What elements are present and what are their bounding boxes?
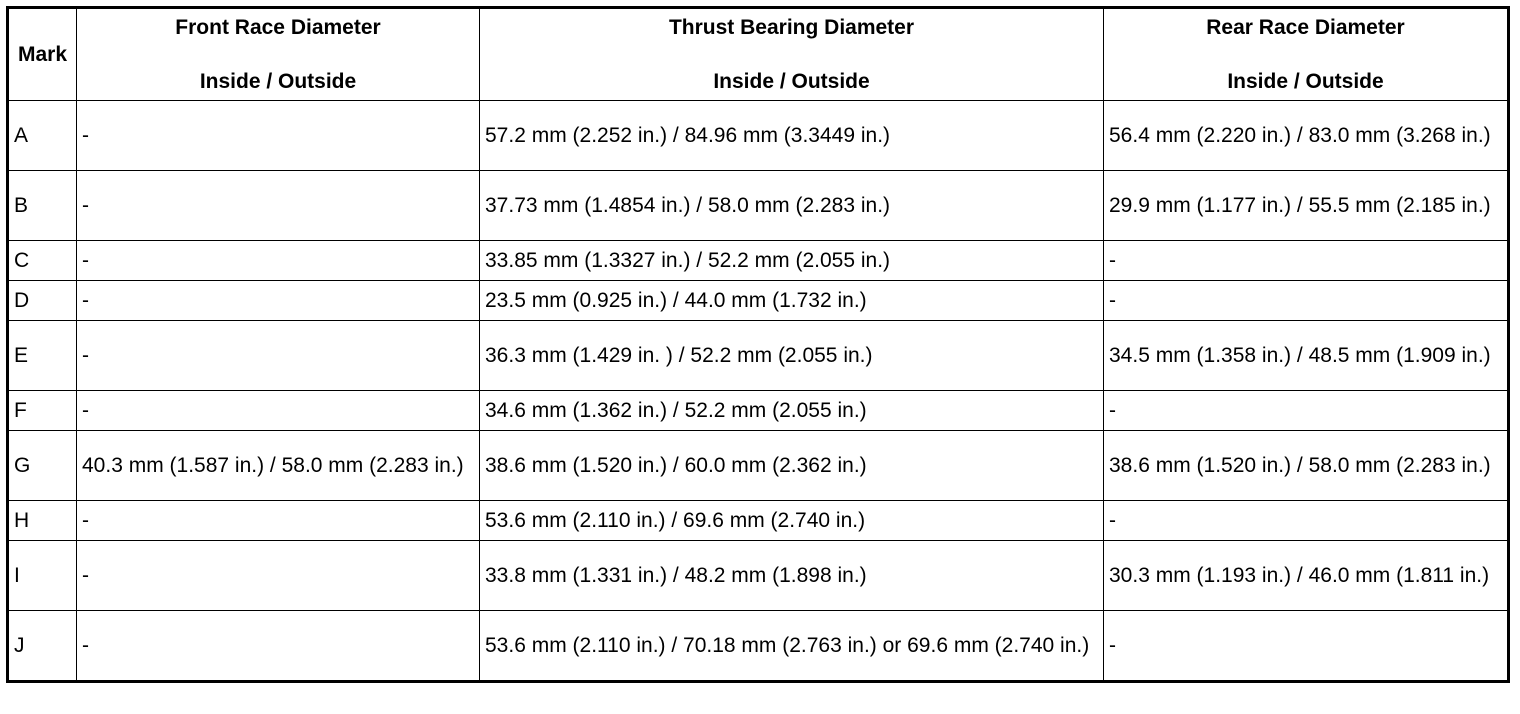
cell-thrust-bearing: 37.73 mm (1.4854 in.) / 58.0 mm (2.283 in.) bbox=[480, 171, 1104, 241]
header-thrust-bearing bbox=[480, 8, 1104, 101]
table-row bbox=[8, 611, 1509, 682]
header-front-race-title: Front Race Diameter bbox=[175, 15, 381, 39]
cell-rear-race: 34.5 mm (1.358 in.) / 48.5 mm (1.909 in.) bbox=[1104, 321, 1509, 391]
cell-mark: J bbox=[8, 611, 77, 682]
cell-mark: A bbox=[8, 101, 77, 171]
cell-front-race: - bbox=[77, 391, 480, 431]
cell-mark: H bbox=[8, 501, 77, 541]
header-rear-race bbox=[1104, 8, 1509, 101]
header-rear-race-subtitle: Inside / Outside bbox=[1227, 69, 1384, 93]
cell-mark: B bbox=[8, 171, 77, 241]
cell-mark: C bbox=[8, 241, 77, 281]
cell-rear-race: 56.4 mm (2.220 in.) / 83.0 mm (3.268 in.) bbox=[1104, 101, 1509, 171]
cell-thrust-bearing: 34.6 mm (1.362 in.) / 52.2 mm (2.055 in.) bbox=[480, 391, 1104, 431]
header-front-race-subtitle: Inside / Outside bbox=[199, 69, 357, 93]
cell-front-race: - bbox=[77, 101, 480, 171]
spec-table-container bbox=[6, 6, 1510, 683]
cell-mark: E bbox=[8, 321, 77, 391]
cell-front-race: - bbox=[77, 241, 480, 281]
cell-thrust-bearing: 38.6 mm (1.520 in.) / 60.0 mm (2.362 in.) bbox=[480, 431, 1104, 501]
cell-front-race: - bbox=[77, 321, 480, 391]
table-row bbox=[8, 281, 1509, 321]
cell-front-race: - bbox=[77, 501, 480, 541]
cell-front-race: - bbox=[77, 281, 480, 321]
table-row bbox=[8, 541, 1509, 611]
table-row bbox=[8, 101, 1509, 171]
table-row bbox=[8, 501, 1509, 541]
cell-front-race: - bbox=[77, 541, 480, 611]
table-header-row bbox=[8, 8, 1509, 101]
cell-thrust-bearing: 33.85 mm (1.3327 in.) / 52.2 mm (2.055 in.) bbox=[480, 241, 1104, 281]
cell-thrust-bearing: 53.6 mm (2.110 in.) / 70.18 mm (2.763 in.) or 69.6 mm (2.740 in.) bbox=[480, 611, 1104, 682]
cell-rear-race: - bbox=[1104, 501, 1509, 541]
cell-rear-race: 29.9 mm (1.177 in.) / 55.5 mm (2.185 in.) bbox=[1104, 171, 1509, 241]
cell-front-race: - bbox=[77, 171, 480, 241]
cell-mark: I bbox=[8, 541, 77, 611]
bearing-diameter-table bbox=[6, 6, 1510, 683]
table-row bbox=[8, 171, 1509, 241]
cell-mark: G bbox=[8, 431, 77, 501]
header-thrust-bearing-subtitle: Inside / Outside bbox=[713, 69, 870, 93]
cell-rear-race: - bbox=[1104, 391, 1509, 431]
header-thrust-bearing-title: Thrust Bearing Diameter bbox=[668, 15, 915, 39]
cell-thrust-bearing: 57.2 mm (2.252 in.) / 84.96 mm (3.3449 in.) bbox=[480, 101, 1104, 171]
cell-rear-race: - bbox=[1104, 281, 1509, 321]
table-row bbox=[8, 241, 1509, 281]
header-mark: Mark bbox=[8, 8, 77, 101]
cell-mark: F bbox=[8, 391, 77, 431]
cell-rear-race: - bbox=[1104, 241, 1509, 281]
cell-rear-race: 30.3 mm (1.193 in.) / 46.0 mm (1.811 in.) bbox=[1104, 541, 1509, 611]
cell-front-race: - bbox=[77, 611, 480, 682]
cell-thrust-bearing: 23.5 mm (0.925 in.) / 44.0 mm (1.732 in.) bbox=[480, 281, 1104, 321]
cell-mark: D bbox=[8, 281, 77, 321]
cell-rear-race: - bbox=[1104, 611, 1509, 682]
cell-thrust-bearing: 53.6 mm (2.110 in.) / 69.6 mm (2.740 in.) bbox=[480, 501, 1104, 541]
cell-thrust-bearing: 33.8 mm (1.331 in.) / 48.2 mm (1.898 in.) bbox=[480, 541, 1104, 611]
cell-thrust-bearing: 36.3 mm (1.429 in. ) / 52.2 mm (2.055 in.) bbox=[480, 321, 1104, 391]
table-row bbox=[8, 321, 1509, 391]
cell-rear-race: 38.6 mm (1.520 in.) / 58.0 mm (2.283 in.) bbox=[1104, 431, 1509, 501]
header-rear-race-title: Rear Race Diameter bbox=[1206, 15, 1405, 39]
cell-front-race: 40.3 mm (1.587 in.) / 58.0 mm (2.283 in.) bbox=[77, 431, 480, 501]
header-front-race bbox=[77, 8, 480, 101]
table-row bbox=[8, 391, 1509, 431]
table-row bbox=[8, 431, 1509, 501]
